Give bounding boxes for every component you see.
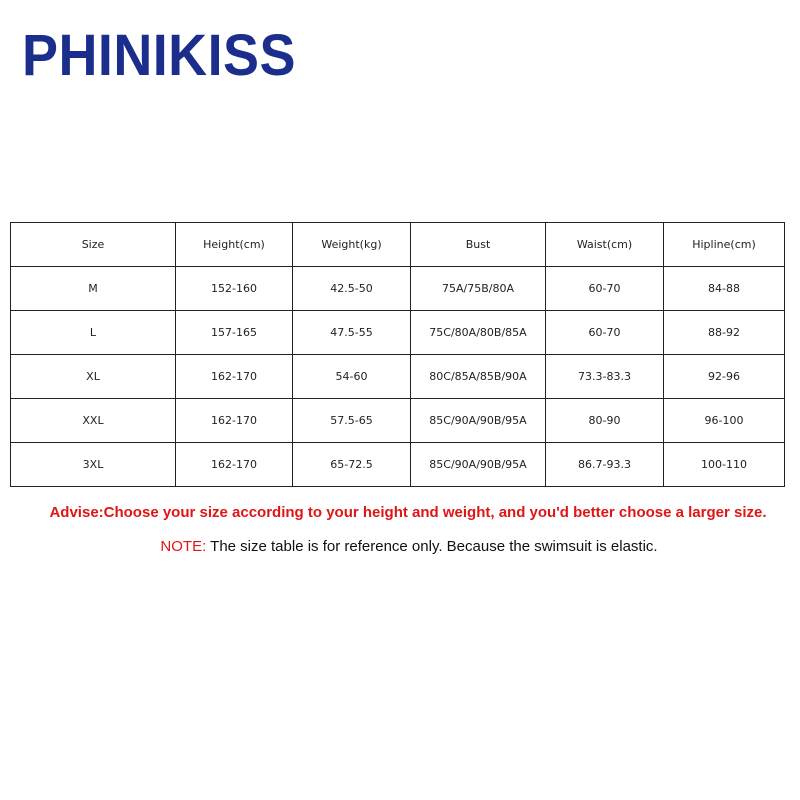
cell-height: 162-170 xyxy=(176,399,293,443)
note-label: NOTE: xyxy=(160,538,207,555)
size-table xyxy=(10,222,785,487)
cell-size: M xyxy=(11,267,176,311)
cell-waist: 80-90 xyxy=(546,399,664,443)
cell-waist: 86.7-93.3 xyxy=(546,443,664,487)
cell-size: XXL xyxy=(11,399,176,443)
cell-weight: 57.5-65 xyxy=(293,399,411,443)
cell-hipline: 100-110 xyxy=(664,443,785,487)
cell-waist: 73.3-83.3 xyxy=(546,355,664,399)
cell-hipline: 92-96 xyxy=(664,355,785,399)
table-row xyxy=(11,355,785,399)
cell-size: L xyxy=(11,311,176,355)
cell-weight: 65-72.5 xyxy=(293,443,411,487)
header-waist: Waist(cm) xyxy=(546,223,664,267)
note-line xyxy=(0,537,800,557)
cell-waist: 60-70 xyxy=(546,267,664,311)
cell-hipline: 88-92 xyxy=(664,311,785,355)
table-header-row xyxy=(11,223,785,267)
cell-weight: 54-60 xyxy=(293,355,411,399)
header-height: Height(cm) xyxy=(176,223,293,267)
cell-hipline: 84-88 xyxy=(664,267,785,311)
cell-height: 157-165 xyxy=(176,311,293,355)
note-text: The size table is for reference only. Because the swimsuit is elastic. xyxy=(206,538,658,555)
cell-weight: 42.5-50 xyxy=(293,267,411,311)
cell-bust: 85C/90A/90B/95A xyxy=(411,399,546,443)
cell-height: 162-170 xyxy=(176,355,293,399)
advise-text: Advise:Choose your size according to your height and weight, and you'd better choose a larger size. xyxy=(49,504,767,521)
cell-height: 152-160 xyxy=(176,267,293,311)
cell-weight: 47.5-55 xyxy=(293,311,411,355)
cell-hipline: 96-100 xyxy=(664,399,785,443)
header-weight: Weight(kg) xyxy=(293,223,411,267)
header-bust: Bust xyxy=(411,223,546,267)
table-row xyxy=(11,443,785,487)
cell-bust: 85C/90A/90B/95A xyxy=(411,443,546,487)
header-hipline: Hipline(cm) xyxy=(664,223,785,267)
brand-logo: PHINIKISS xyxy=(22,23,296,88)
cell-waist: 60-70 xyxy=(546,311,664,355)
cell-size: 3XL xyxy=(11,443,176,487)
cell-height: 162-170 xyxy=(176,443,293,487)
cell-bust: 80C/85A/85B/90A xyxy=(411,355,546,399)
table-row xyxy=(11,311,785,355)
table-row xyxy=(11,267,785,311)
cell-bust: 75A/75B/80A xyxy=(411,267,546,311)
header-size: Size xyxy=(11,223,176,267)
cell-size: XL xyxy=(11,355,176,399)
cell-bust: 75C/80A/80B/85A xyxy=(411,311,546,355)
table-row xyxy=(11,399,785,443)
